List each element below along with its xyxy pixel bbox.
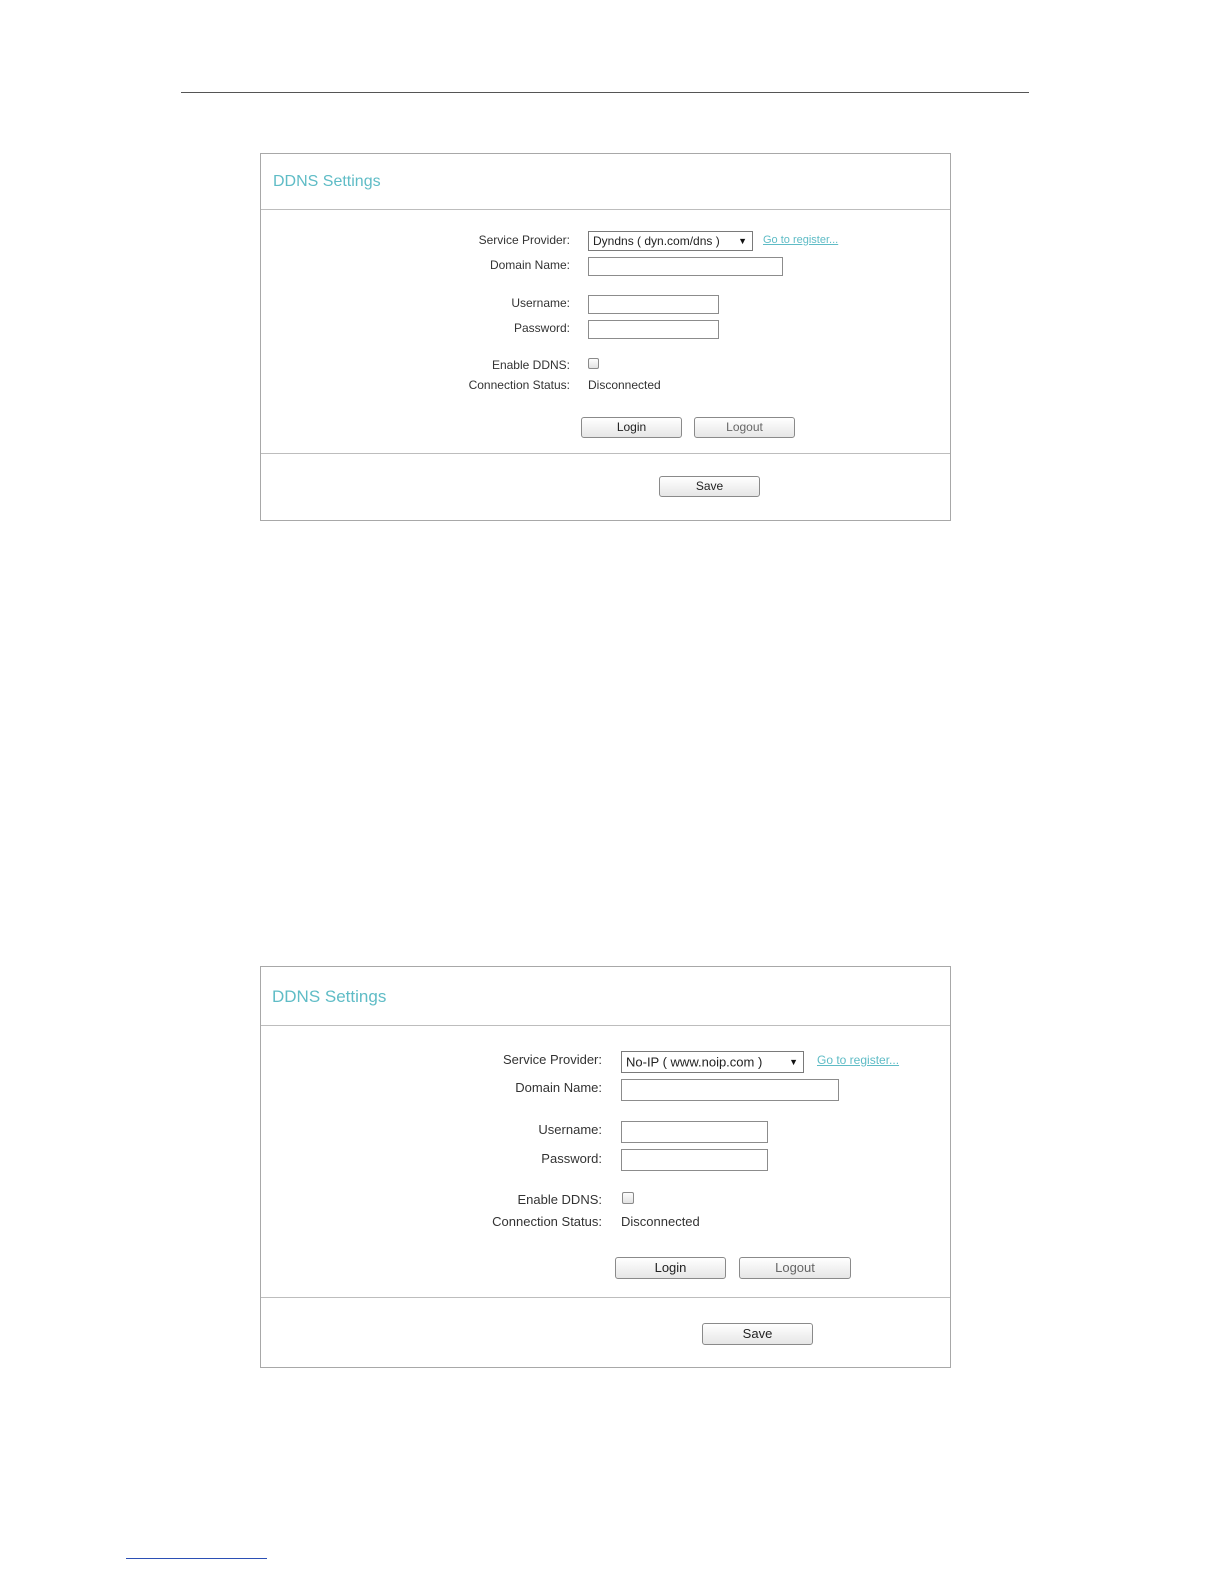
logout-button[interactable]: Logout <box>739 1257 851 1279</box>
username-label: Username: <box>511 296 570 310</box>
title-divider <box>261 1025 950 1026</box>
dropdown-arrow-icon: ▼ <box>789 1057 798 1067</box>
domain-name-input[interactable] <box>621 1079 839 1101</box>
connection-status-value: Disconnected <box>621 1214 700 1229</box>
username-label: Username: <box>538 1122 602 1137</box>
connection-status-label: Connection Status: <box>468 378 570 392</box>
username-input[interactable] <box>621 1121 768 1143</box>
service-provider-value: No-IP ( www.noip.com ) <box>626 1054 763 1070</box>
login-button[interactable]: Login <box>615 1257 726 1279</box>
service-provider-select[interactable] <box>621 1051 804 1073</box>
footer-divider <box>261 453 950 454</box>
service-provider-label: Service Provider: <box>478 233 570 247</box>
enable-ddns-label: Enable DDNS: <box>491 358 570 372</box>
password-input[interactable] <box>588 320 719 339</box>
domain-name-label: Domain Name: <box>489 258 570 272</box>
password-label: Password: <box>513 321 570 335</box>
service-provider-select[interactable] <box>588 231 753 251</box>
header-rule <box>181 92 1029 93</box>
save-button[interactable]: Save <box>659 476 760 497</box>
service-provider-label: Service Provider: <box>503 1052 602 1067</box>
service-provider-value: Dyndns ( dyn.com/dns ) <box>593 234 720 248</box>
connection-status-label: Connection Status: <box>492 1214 602 1229</box>
domain-name-input[interactable] <box>588 257 783 276</box>
title-divider <box>261 209 950 210</box>
go-to-register-link[interactable]: Go to register... <box>817 1053 900 1067</box>
panel-title: DDNS Settings <box>273 173 381 190</box>
enable-ddns-label: Enable DDNS: <box>517 1192 602 1207</box>
save-button[interactable]: Save <box>702 1323 813 1345</box>
enable-ddns-checkbox[interactable] <box>588 358 599 369</box>
go-to-register-link[interactable]: Go to register... <box>763 234 839 246</box>
domain-name-label: Domain Name: <box>515 1080 602 1095</box>
username-input[interactable] <box>588 295 719 314</box>
dropdown-arrow-icon: ▼ <box>738 236 747 246</box>
ddns-settings-panel-dyndns <box>260 153 951 521</box>
footnote-rule <box>126 1558 267 1559</box>
password-input[interactable] <box>621 1149 768 1171</box>
login-button[interactable]: Login <box>581 417 682 438</box>
enable-ddns-checkbox[interactable] <box>622 1192 634 1204</box>
password-label: Password: <box>541 1151 602 1166</box>
connection-status-value: Disconnected <box>588 378 661 392</box>
panel-title: DDNS Settings <box>272 987 387 1006</box>
footer-divider <box>261 1297 950 1298</box>
logout-button[interactable]: Logout <box>694 417 795 438</box>
ddns-settings-panel-noip <box>260 966 951 1368</box>
